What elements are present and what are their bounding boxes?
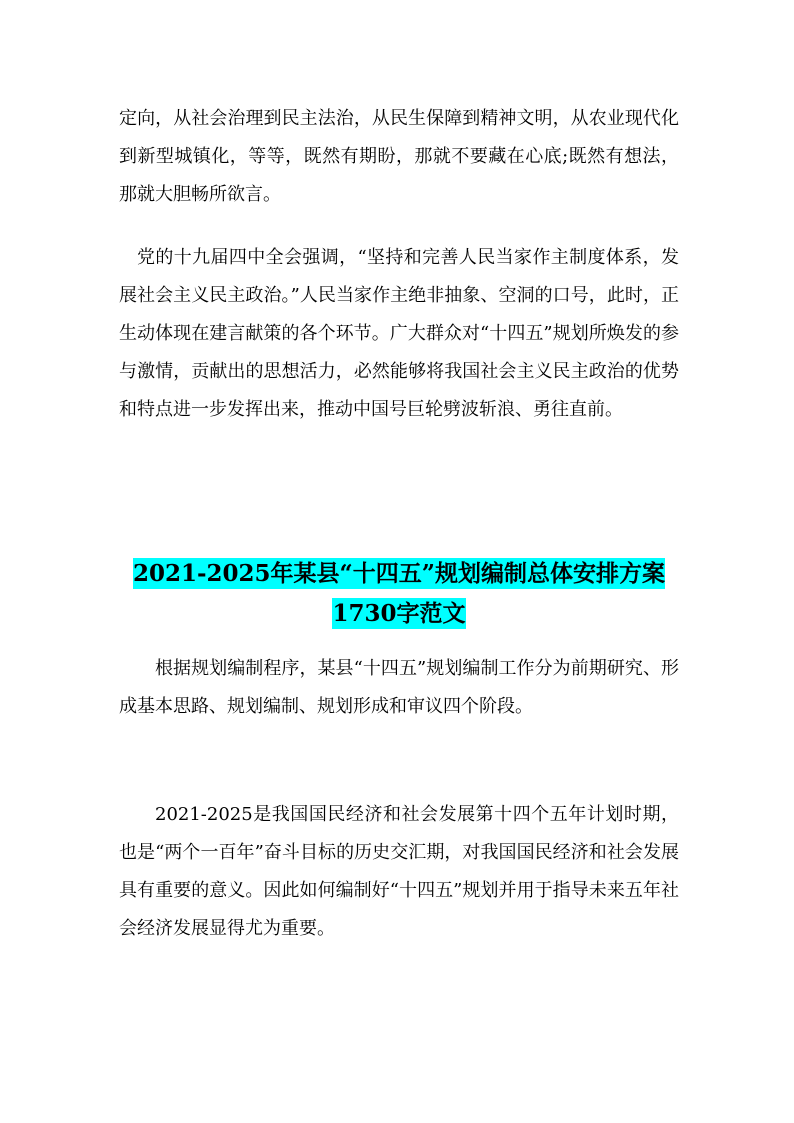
paragraph-stages: 根据规划编制程序，某县“十四五”规划编制工作分为前期研究、形成基本思路、规划编制、规划形成和审议四个阶段。: [119, 658, 679, 717]
title-line-1: 2021-2025年某县“十四五”规划编制总体安排方案: [132, 560, 666, 587]
section-title: [119, 554, 679, 634]
paragraph-plenary-session: 党的十九届四中全会强调，“坚持和完善人民当家作主制度体系，发展社会主义民主政治。”人民当家作主绝非抽象、空洞的口号，此时，正生动体现在建言献策的各个环节。广大群众对“十四五”规划所焕发的参与激情，贡献出的思想活力，必然能够将我国社会主义民主政治的优势和特点进一步发挥出来，推动中国号巨轮劈波斩浪、勇往直前。: [119, 247, 679, 420]
title-line-2: 1730字范文: [332, 600, 466, 627]
paragraph-five-year-plan: 2021-2025是我国国民经济和社会发展第十四个五年计划时期，也是“两个一百年”奋斗目标的历史交汇期，对我国国民经济和社会发展具有重要的意义。因此如何编制好“十四五”规划并用于指导未来五年社会经济发展显得尤为重要。: [119, 804, 679, 939]
paragraph-continuation: 定向，从社会治理到民主法治，从民生保障到精神文明，从农业现代化到新型城镇化，等等，既然有期盼，那就不要藏在心底;既然有想法，那就大胆畅所欲言。: [119, 108, 679, 205]
